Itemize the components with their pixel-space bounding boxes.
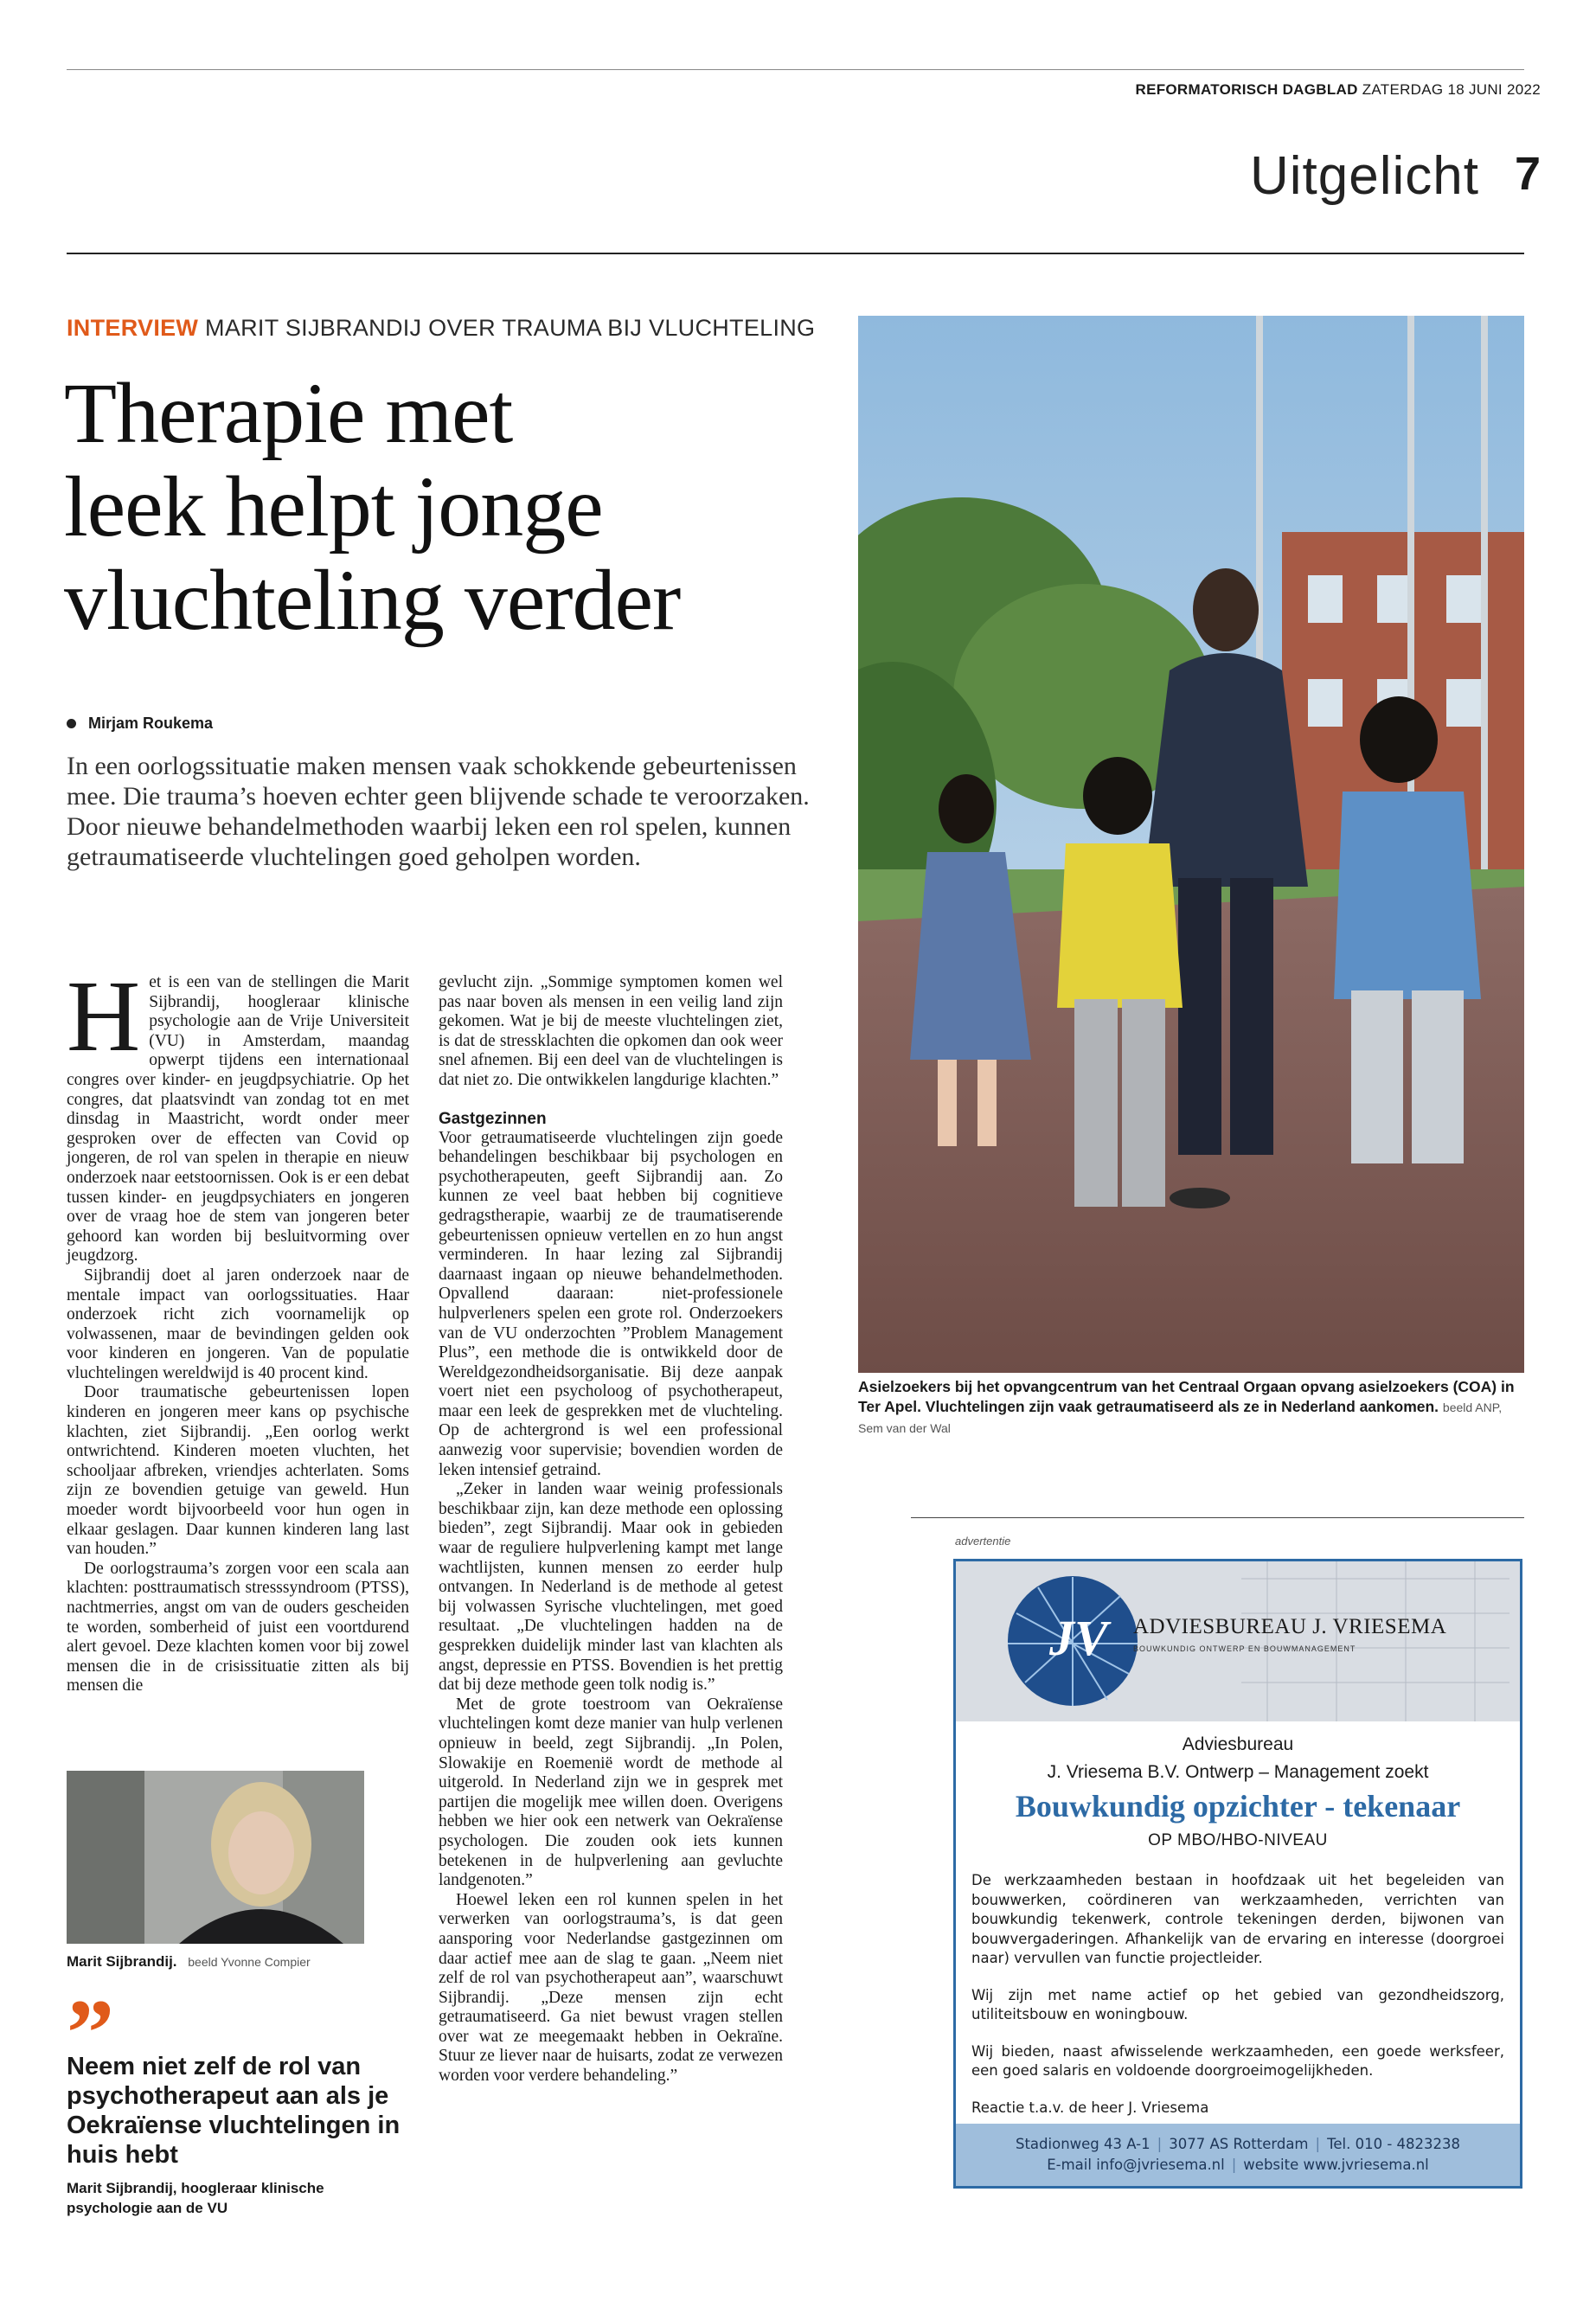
article-paragraph: gevlucht zijn. „Sommige symptomen komen wel pas naar boven als mensen in een veilig land zijn gekomen. Wat je bij de meeste vluchtelingen ziet, is dat de stressklachten die opkomen dan ook weer snel afnemen. Bij een deel van de vluchtelingen is dat niet zo. Die ontwikkelen langdurige klachten.” xyxy=(439,973,783,1089)
main-photo xyxy=(858,316,1524,1373)
ad-body xyxy=(971,1871,1504,2135)
ad-postal: 3077 AS Rotterdam xyxy=(1169,2136,1309,2152)
ad-contact-bar: Stadionweg 43 A-1 | 3077 AS Rotterdam | Tel. 010 - 4823238 E-mail info@jvriesema.nl | website www.jvriesema.nl xyxy=(956,2124,1520,2186)
publication-name: REFORMATORISCH DAGBLAD xyxy=(1135,81,1358,98)
ad-paragraph: De werkzaamheden bestaan in hoofdzaak uit het begeleiden van bouwwerken, coördineren van werkzaamheden, verrichten van bouwkundig tekenwerk, controle tekeningen derden, bijwonen van bouwvergaderingen. Afhankelijk van de ervaring en interesse (doorgroei naar) vervullen van functie projectleider. xyxy=(971,1872,1504,1966)
photo-caption xyxy=(858,1377,1524,1439)
ad-job-level: OP MBO/HBO-NIVEAU xyxy=(1148,1831,1328,1849)
ad-paragraph: Wij bieden, naast afwisselende werkzaamheden, een goede werksfeer, een goed salaris en voldoende doorgroeimogelijkheden. xyxy=(971,2042,1504,2079)
page-number: 7 xyxy=(1514,148,1541,200)
photo-credit: beeld ANP, Sem van der Wal xyxy=(858,1400,1503,1435)
ad-separator xyxy=(911,1517,1524,1518)
subheading: Gastgezinnen xyxy=(439,1109,547,1128)
ad-logo-name: ADVIESBUREAU J. VRIESEMA xyxy=(1133,1615,1447,1638)
ad-website[interactable]: website www.jvriesema.nl xyxy=(1243,2157,1429,2173)
quote-attribution: Marit Sijbrandij, hoogleraar klinische psychologie aan de VU xyxy=(67,2180,324,2216)
refugee-children-photo xyxy=(858,316,1524,1373)
kicker-label: INTERVIEW xyxy=(67,315,199,341)
ad-banner xyxy=(956,1561,1520,1721)
portrait-image xyxy=(67,1771,364,1944)
quote-icon: ” xyxy=(67,1980,114,2086)
ad-label: advertentie xyxy=(955,1535,1011,1548)
article-column-1 xyxy=(67,959,409,1696)
publication-date: ZATERDAG 18 JUNI 2022 xyxy=(1362,81,1541,98)
top-rule xyxy=(67,69,1524,70)
article-paragraph: Met de grote toestroom van Oekraïense vluchtelingen komt deze manier van hulp verlenen opnieuw in beeld, zegt Sijbrandij. „In Polen, Slowakije en Roemenië wordt de methode al uitgerold. In Nederland zijn we in gesprek met partijen die mogelijk mee willen doen. Overigens hebben we hier ook een netwerk van Oekraïense psychologen. Die zouden ook iets kunnen betekenen in de hulpverlening aan gevluchte landgenoten.” xyxy=(439,1695,783,1890)
headline-line: leek helpt jonge xyxy=(64,458,603,554)
ad-paragraph: Wij zijn met name actief op het gebied van gezondheidszorg, utiliteitsbouw en woningbouw. xyxy=(971,1986,1504,2022)
article-paragraph: „Zeker in landen waar weinig professionals beschikbaar zijn, kan deze methode een oplossing bieden”, zegt Sijbrandij. Maar ook in gebieden waar de reguliere hulpverlening kampt met lange wachtlijsten, kunnen mensen zo eerder hulp ontvangen. In Nederland is de methode al getest bij volwassen Syrische vluchtelingen, met goed resultaat. „De vluchtelingen hadden na de gesprekken duidelijk minder last van klachten als angst, depressie en PTSS. Bovendien is het prettig dat bij deze methode geen tolk nodig is.” xyxy=(439,1480,783,1695)
article-paragraph: Voor getraumatiseerde vluchtelingen zijn goede behandelingen beschikbaar bij psychologen en psychotherapeuten, geeft Sijbrandij aan. Zo kunnen ze veel baat hebben bij cognitieve gedragstherapie, waarbij ze de traumatiserende gebeurtenissen opnieuw vertellen en zo hun angst verminderen. In haar lezing zal Sijbrandij daarnaast ingaan op nieuwe behandelmethoden. Opvallend daaraan: niet-professionele hulpverleners spelen een grote rol. Onderzoekers van de VU onderzochten ”Problem Management Plus”, een methode die is ontwikkeld door de Wereldgezondheidsorganisatie. Bij deze aanpak voert niet een psycholoog of psychotherapeut, maar een leek de gesprekken met de vluchteling. Op de achtergrond is wel een professional aanwezig voor supervisie; bovendien worden de leken intensief getraind. xyxy=(439,1128,783,1479)
portrait-caption xyxy=(67,1953,311,1971)
kicker-text: MARIT SIJBRANDIJ OVER TRAUMA BIJ VLUCHTELING xyxy=(205,315,816,341)
section-title: Uitgelicht xyxy=(1250,146,1479,206)
byline xyxy=(67,715,213,733)
ad-logo-subtitle: BOUWKUNDIG ONTWERP EN BOUWMANAGEMENT xyxy=(1133,1644,1356,1653)
ad-address: Stadionweg 43 A-1 xyxy=(1015,2136,1151,2152)
article-paragraph: Door traumatische gebeurtenissen lopen kinderen en jongeren meer kans op psychische klachten, ziet Sijbrandij. „Een oorlog werkt ontwrichtend. Kinderen moeten vluchten, het schooljaar afbreken, vriendjes achterlaten. Soms zijn ze bovendien getuige van geweld. Hun moeder wordt bijvoorbeeld voor hun ogen in elkaar geslagen. Daar kunnen kinderen lang last van houden.” xyxy=(67,1383,409,1559)
ad-logo-initials: JV xyxy=(1049,1610,1108,1666)
drop-cap: H xyxy=(67,959,141,1073)
ad-paragraph: Reactie t.a.v. de heer J. Vriesema xyxy=(971,2099,1209,2116)
ad-firm-line-1: Adviesbureau xyxy=(1182,1734,1294,1754)
pull-quote: Neem niet zelf de rol van psychotherapeut aan als je Oekraïense vluchtelingen in huis hebt xyxy=(67,2053,401,2169)
article-paragraph: Het is een van de stellingen die Marit Sijbrandij, hoogleraar klinische psychologie aan de Vrije Universiteit (VU) in Amsterdam, maandag opwerpt tijdens een internationaal congres over kinder- en jeugdpsychiatrie. Op het congres, dat plaatsvindt van zondag tot en met dinsdag in Maastricht, wordt onder meer gesproken over de effecten van Covid op jongeren, de rol van spelen in therapie en nieuw onderzoek naar eetstoornissen. Ook is er een debat tussen kinder- en jeugdpsychiaters en jongeren over de vraag hoe de stem van jongeren beter gehoord kan worden bij besluitvorming over jeugdzorg. xyxy=(67,959,409,1266)
article-paragraph: Hoewel leken een rol kunnen spelen in het verwerken van oorlogstrauma’s, is dat geen aansporing voor Nederlandse gastgezinnen om daar actief mee aan de slag te gaan. „Neem niet zelf de rol van psychotherapeut aan”, waarschuwt Sijbrandij. „Deze mensen zijn echt getraumatiseerd. Ga niet bewust vragen stellen over wat ze meegemaakt hebben in Oekraïne. Stuur ze liever naar de huisarts, zodat ze verwezen worden voor verdere behandeling.” xyxy=(439,1890,783,2086)
headline-line: Therapie met xyxy=(64,365,513,461)
photo-caption-text: Asielzoekers bij het opvangcentrum van het Centraal Orgaan opvang asielzoekers (COA) in Ter Apel. Vluchtelingen zijn vaak getraumatiseerd als ze in Nederland aankomen. xyxy=(858,1378,1515,1415)
intro-paragraph: In een oorlogssituatie maken mensen vaak schokkende gebeurtenissen mee. Die trauma’s hoeven echter geen blijvende schade te veroorzaken. Door nieuwe behandelmethoden waarbij leken een rol spelen, kunnen getraumatiseerde vluchtelingen goed geholpen worden. xyxy=(67,752,810,871)
portrait-credit: beeld Yvonne Compier xyxy=(188,1955,311,1969)
bullet-icon xyxy=(67,719,76,728)
ad-firm-line-2: J. Vriesema B.V. Ontwerp – Management zoekt xyxy=(1047,1762,1429,1782)
ad-job-title: Bouwkundig opzichter - tekenaar xyxy=(1015,1789,1461,1823)
article-paragraph: De oorlogstrauma’s zorgen voor een scala aan klachten: posttraumatisch stresssyndroom (PTSS), nachtmerries, angst om van de ouders gescheiden te worden, somberheid of juist een voortdurend alert gevoel. Deze klachten komen voor bij zowel mensen die in de crisissituatie zitten als bij mensen die xyxy=(67,1559,409,1695)
author-name: Mirjam Roukema xyxy=(88,715,214,732)
headline-line: vluchteling verder xyxy=(64,552,681,648)
article-paragraph: Sijbrandij doet al jaren onderzoek naar de mentale impact van oorlogssituaties. Haar onderzoek richt zich voornamelijk op volwassenen, maar de bevindingen gelden ook voor kinderen en jongeren. Van de populatie vluchtelingen wereldwijd is 40 procent kind. xyxy=(67,1266,409,1382)
headline xyxy=(64,367,843,647)
ad-logo xyxy=(956,1561,1520,1721)
ad-email[interactable]: E-mail info@jvriesema.nl xyxy=(1047,2157,1225,2173)
article-column-2 xyxy=(439,973,783,2086)
portrait-caption-text: Marit Sijbrandij. xyxy=(67,1953,177,1970)
publication-dateline xyxy=(1136,81,1542,99)
header-rule xyxy=(67,253,1524,254)
ad-phone: Tel. 010 - 4823238 xyxy=(1327,2136,1461,2152)
portrait-photo xyxy=(67,1771,364,1944)
advertisement xyxy=(953,1559,1522,2189)
kicker xyxy=(67,315,815,342)
